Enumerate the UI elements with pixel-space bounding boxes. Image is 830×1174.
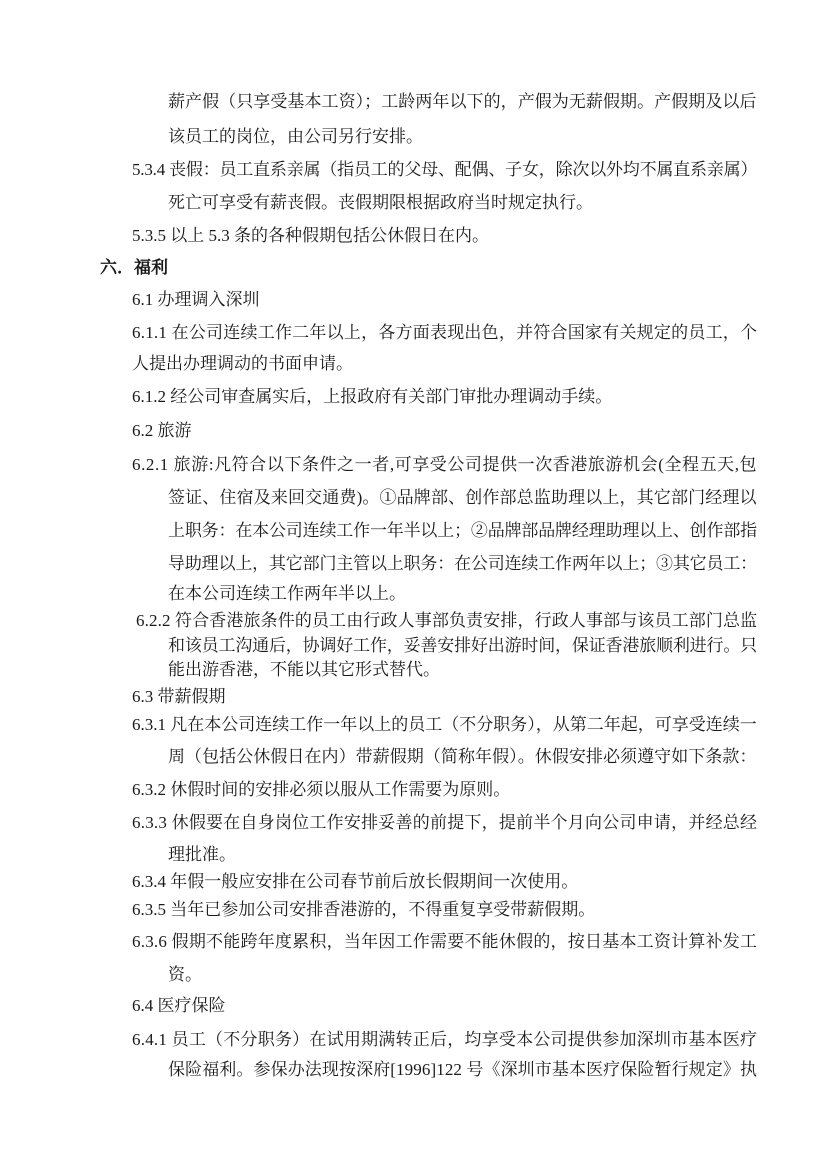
text-line: 6.3 带薪假期 <box>132 687 226 706</box>
text-line: 周（包括公休假日在内）带薪假期（简称年假）。休假安排必须遵守如下条款： <box>168 747 757 766</box>
text-line: 死亡可享受有薪丧假。丧假期限根据政府当时规定执行。 <box>168 193 593 212</box>
text-line: 和该员工沟通后，协调好工作，妥善安排好出游时间，保证香港旅顺利进行。只 <box>168 636 757 655</box>
text-line: 6.1.1 在公司连续工作二年以上，各方面表现出色，并符合国家有关规定的员工，个 <box>132 323 758 342</box>
text-line: 5.3.4 丧假：员工直系亲属（指员工的父母、配偶、子女，除次以外均不属直系亲属） <box>132 160 758 179</box>
text-line: 资。 <box>168 965 202 984</box>
text-line: 6.4.1 员工（不分职务）在试用期满转正后，均享受本公司提供参加深圳市基本医疗 <box>132 1030 758 1049</box>
text-line: 6.3.6 假期不能跨年度累积，当年因工作需要不能休假的，按日基本工资计算补发工 <box>132 932 758 951</box>
text-line: 签证、住宿及来回交通费)。①品牌部、创作部总监助理以上，其它部门经理以 <box>168 488 757 507</box>
text-line: 6.2.2 符合香港旅条件的员工由行政人事部负责安排，行政人事部与该员工部门总监 <box>136 611 758 630</box>
text-line: 上职务：在本公司连续工作一年半以上；②品牌部品牌经理助理以上、创作部指 <box>168 521 757 540</box>
text-line: 薪产假（只享受基本工资）；工龄两年以下的，产假为无薪假期。产假期及以后 <box>168 92 757 111</box>
text-line: 人提出办理调动的书面申请。 <box>132 354 353 373</box>
text-line: 该员工的岗位，由公司另行安排。 <box>168 127 423 146</box>
text-line: 6.1 办理调入深圳 <box>132 290 260 309</box>
text-line: 6.3.3 休假要在自身岗位工作安排妥善的前提下，提前半个月向公司申请，并经总经 <box>132 813 758 832</box>
text-line: 6.3.1 凡在本公司连续工作一年以上的员工（不分职务），从第二年起，可享受连续一 <box>132 715 757 734</box>
section-heading: 六．福利 <box>100 258 168 277</box>
text-line: 6.3.5 当年已参加公司安排香港游的，不得重复享受带薪假期。 <box>132 900 596 919</box>
text-line: 6.3.2 休假时间的安排必须以服从工作需要为原则。 <box>132 780 511 799</box>
text-line: 6.3.4 年假一般应安排在公司春节前后放长假期间一次使用。 <box>132 872 579 891</box>
text-line: 6.2.1 旅游:凡符合以下条件之一者,可享受公司提供一次香港旅游机会(全程五天,包 <box>132 455 758 474</box>
text-line: 导助理以上，其它部门主管以上职务：在公司连续工作两年以上；③其它员工： <box>168 554 757 573</box>
text-line: 理批准。 <box>168 845 236 864</box>
text-line: 6.1.2 经公司审查属实后，上报政府有关部门审批办理调动手续。 <box>132 387 613 406</box>
text-line: 6.4 医疗保险 <box>132 996 226 1015</box>
text-line: 在本公司连续工作两年半以上。 <box>168 584 406 603</box>
text-line: 保险福利。参保办法现按深府[1996]122 号《深圳市基本医疗保险暂行规定》执 <box>168 1060 758 1079</box>
text-line: 5.3.5 以上 5.3 条的各种假期包括公休假日在内。 <box>132 226 489 245</box>
text-line: 能出游香港，不能以其它形式替代。 <box>168 660 440 679</box>
text-line: 6.2 旅游 <box>132 421 192 440</box>
